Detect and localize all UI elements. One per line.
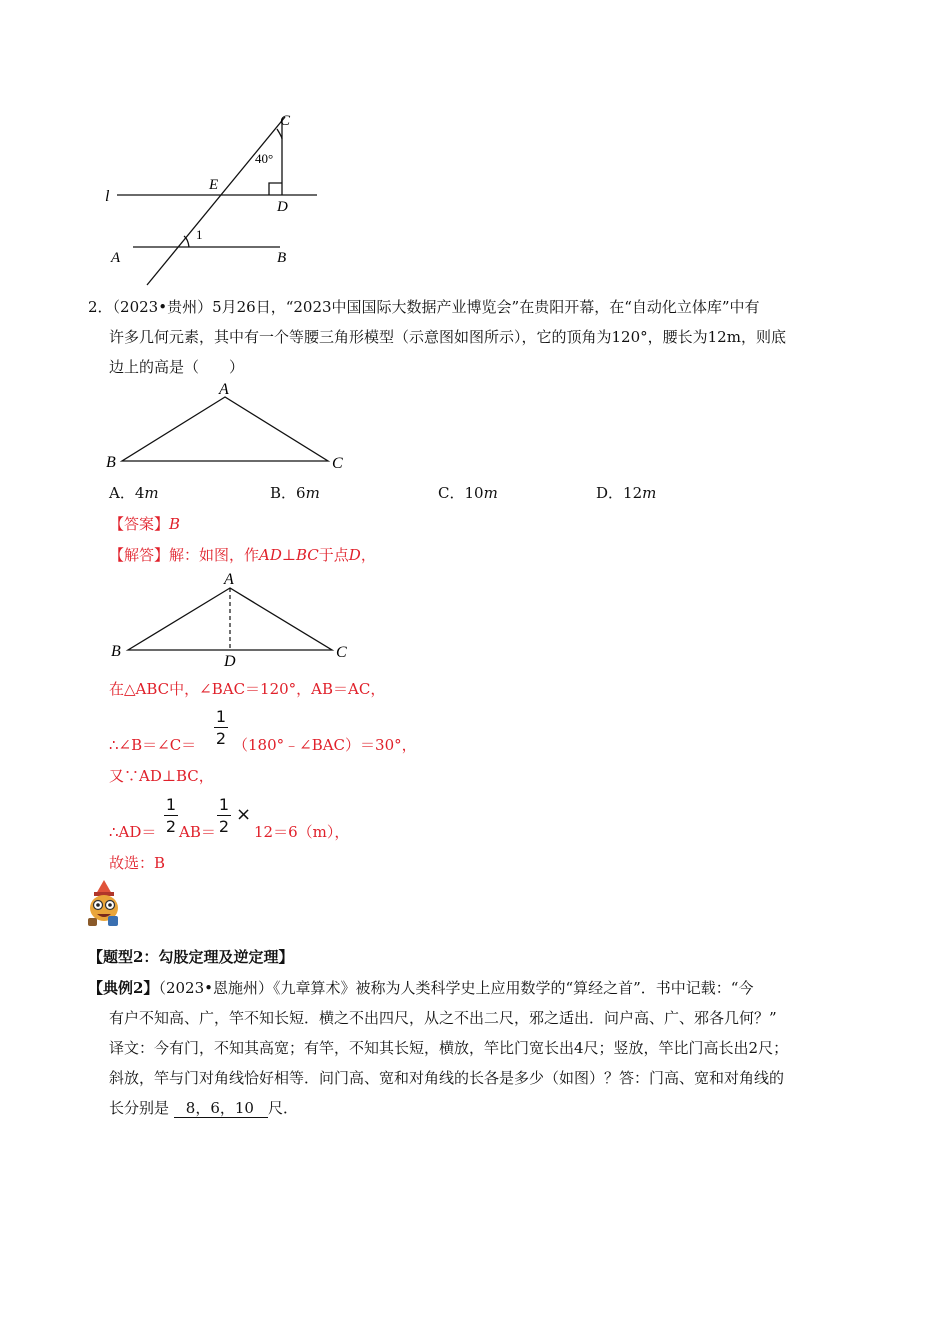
solution-step2-right: （180°﹣∠BAC）＝30°，	[233, 736, 417, 754]
tri-label-b: B	[106, 454, 116, 471]
tri-label-c: C	[332, 455, 343, 472]
fraction-half-2: 1 2	[165, 795, 177, 836]
angle-1-arc	[184, 236, 189, 247]
label-b: B	[277, 250, 287, 266]
label-l: l	[105, 188, 110, 205]
figure-triangle-altitude	[100, 568, 360, 673]
right-angle-mark	[269, 183, 282, 195]
q2-line1: 2．（2023•贵州）5月26日，“2023中国国际大数据产业博览会”在贵阳开幕，在“自动化立体库”中有	[88, 298, 760, 316]
example-line4: 斜放，竿与门对角线恰好相等．问门高、宽和对角线的长各是多少（如图）？答：门高、宽和对角线的	[109, 1069, 785, 1087]
option-d[interactable]: D．12m	[596, 484, 657, 502]
example-tag: 【典例2】	[88, 979, 159, 997]
solution-intro: 【解答】解：如图，作AD⊥BC于点D，	[109, 546, 376, 564]
answer-value: B	[169, 515, 181, 533]
transversal	[147, 117, 285, 285]
solution-step3: 又∵AD⊥BC，	[109, 767, 214, 785]
answer-line	[109, 513, 180, 534]
solution-step1: 在△ABC中，∠BAC＝120°，AB＝AC，	[109, 680, 386, 698]
solution-conclusion: 故选：B	[109, 854, 166, 872]
alt-label-c: C	[336, 644, 347, 661]
fraction-half-3: 1 2	[218, 795, 230, 836]
alt-label-b: B	[111, 643, 121, 660]
label-1: 1	[196, 227, 203, 242]
answer-tag: 【答案】	[109, 515, 170, 533]
q2-line3: 边上的高是（ ）	[109, 358, 245, 376]
tri-label-a: A	[219, 381, 229, 398]
solution-step2-left: ∴∠B＝∠C＝	[109, 736, 197, 754]
label-d: D	[277, 199, 288, 215]
option-b[interactable]: B．6m	[270, 484, 320, 502]
section-title: 【题型2：勾股定理及逆定理】	[88, 948, 294, 966]
figure-parallel-lines	[95, 105, 335, 290]
solution-step4-a: ∴AD＝	[109, 823, 157, 841]
alt-label-d: D	[224, 653, 236, 670]
label-a: A	[111, 250, 121, 266]
label-40: 40°	[255, 151, 274, 166]
solution-step4-b: AB＝	[179, 823, 216, 841]
q2-line2: 许多几何元素，其中有一个等腰三角形模型（示意图如图所示），它的顶角为120°，腰长为12m，则底	[109, 328, 786, 346]
answer-blank: 8，6，10	[174, 1099, 268, 1118]
solution-step4-d: 12＝6（m），	[254, 823, 350, 841]
fraction-half: 1 2	[215, 707, 227, 748]
angle-40-arc	[277, 129, 282, 139]
example-line5: 长分别是 8，6，10 尺．	[109, 1099, 298, 1117]
example-line3: 译文：今有门，不知其高宽；有竿，不知其长短，横放，竿比门宽长出4尺；竖放，竿比门高长出2尺；	[109, 1039, 789, 1057]
figure-triangle	[100, 380, 360, 475]
label-e: E	[209, 177, 219, 193]
alt-label-a: A	[224, 571, 234, 588]
times-sign: ×	[236, 804, 252, 825]
q2-number: 2．	[88, 298, 113, 316]
example-line2: 有户不知高、广，竿不知长短．横之不出四尺，从之不出二尺，邪之适出．问户高、广、邪各几何？”	[109, 1009, 777, 1027]
label-c: C	[280, 113, 291, 129]
example-line1: 【典例2】（2023•恩施州）《九章算术》被称为人类科学史上应用数学的“算经之首”．书中记载：“今	[88, 979, 754, 997]
solution-tag: 【解答】	[109, 546, 170, 564]
option-a[interactable]: A．4m	[109, 484, 159, 502]
option-c[interactable]: C．10m	[438, 484, 498, 502]
mascot-icon	[82, 878, 126, 930]
